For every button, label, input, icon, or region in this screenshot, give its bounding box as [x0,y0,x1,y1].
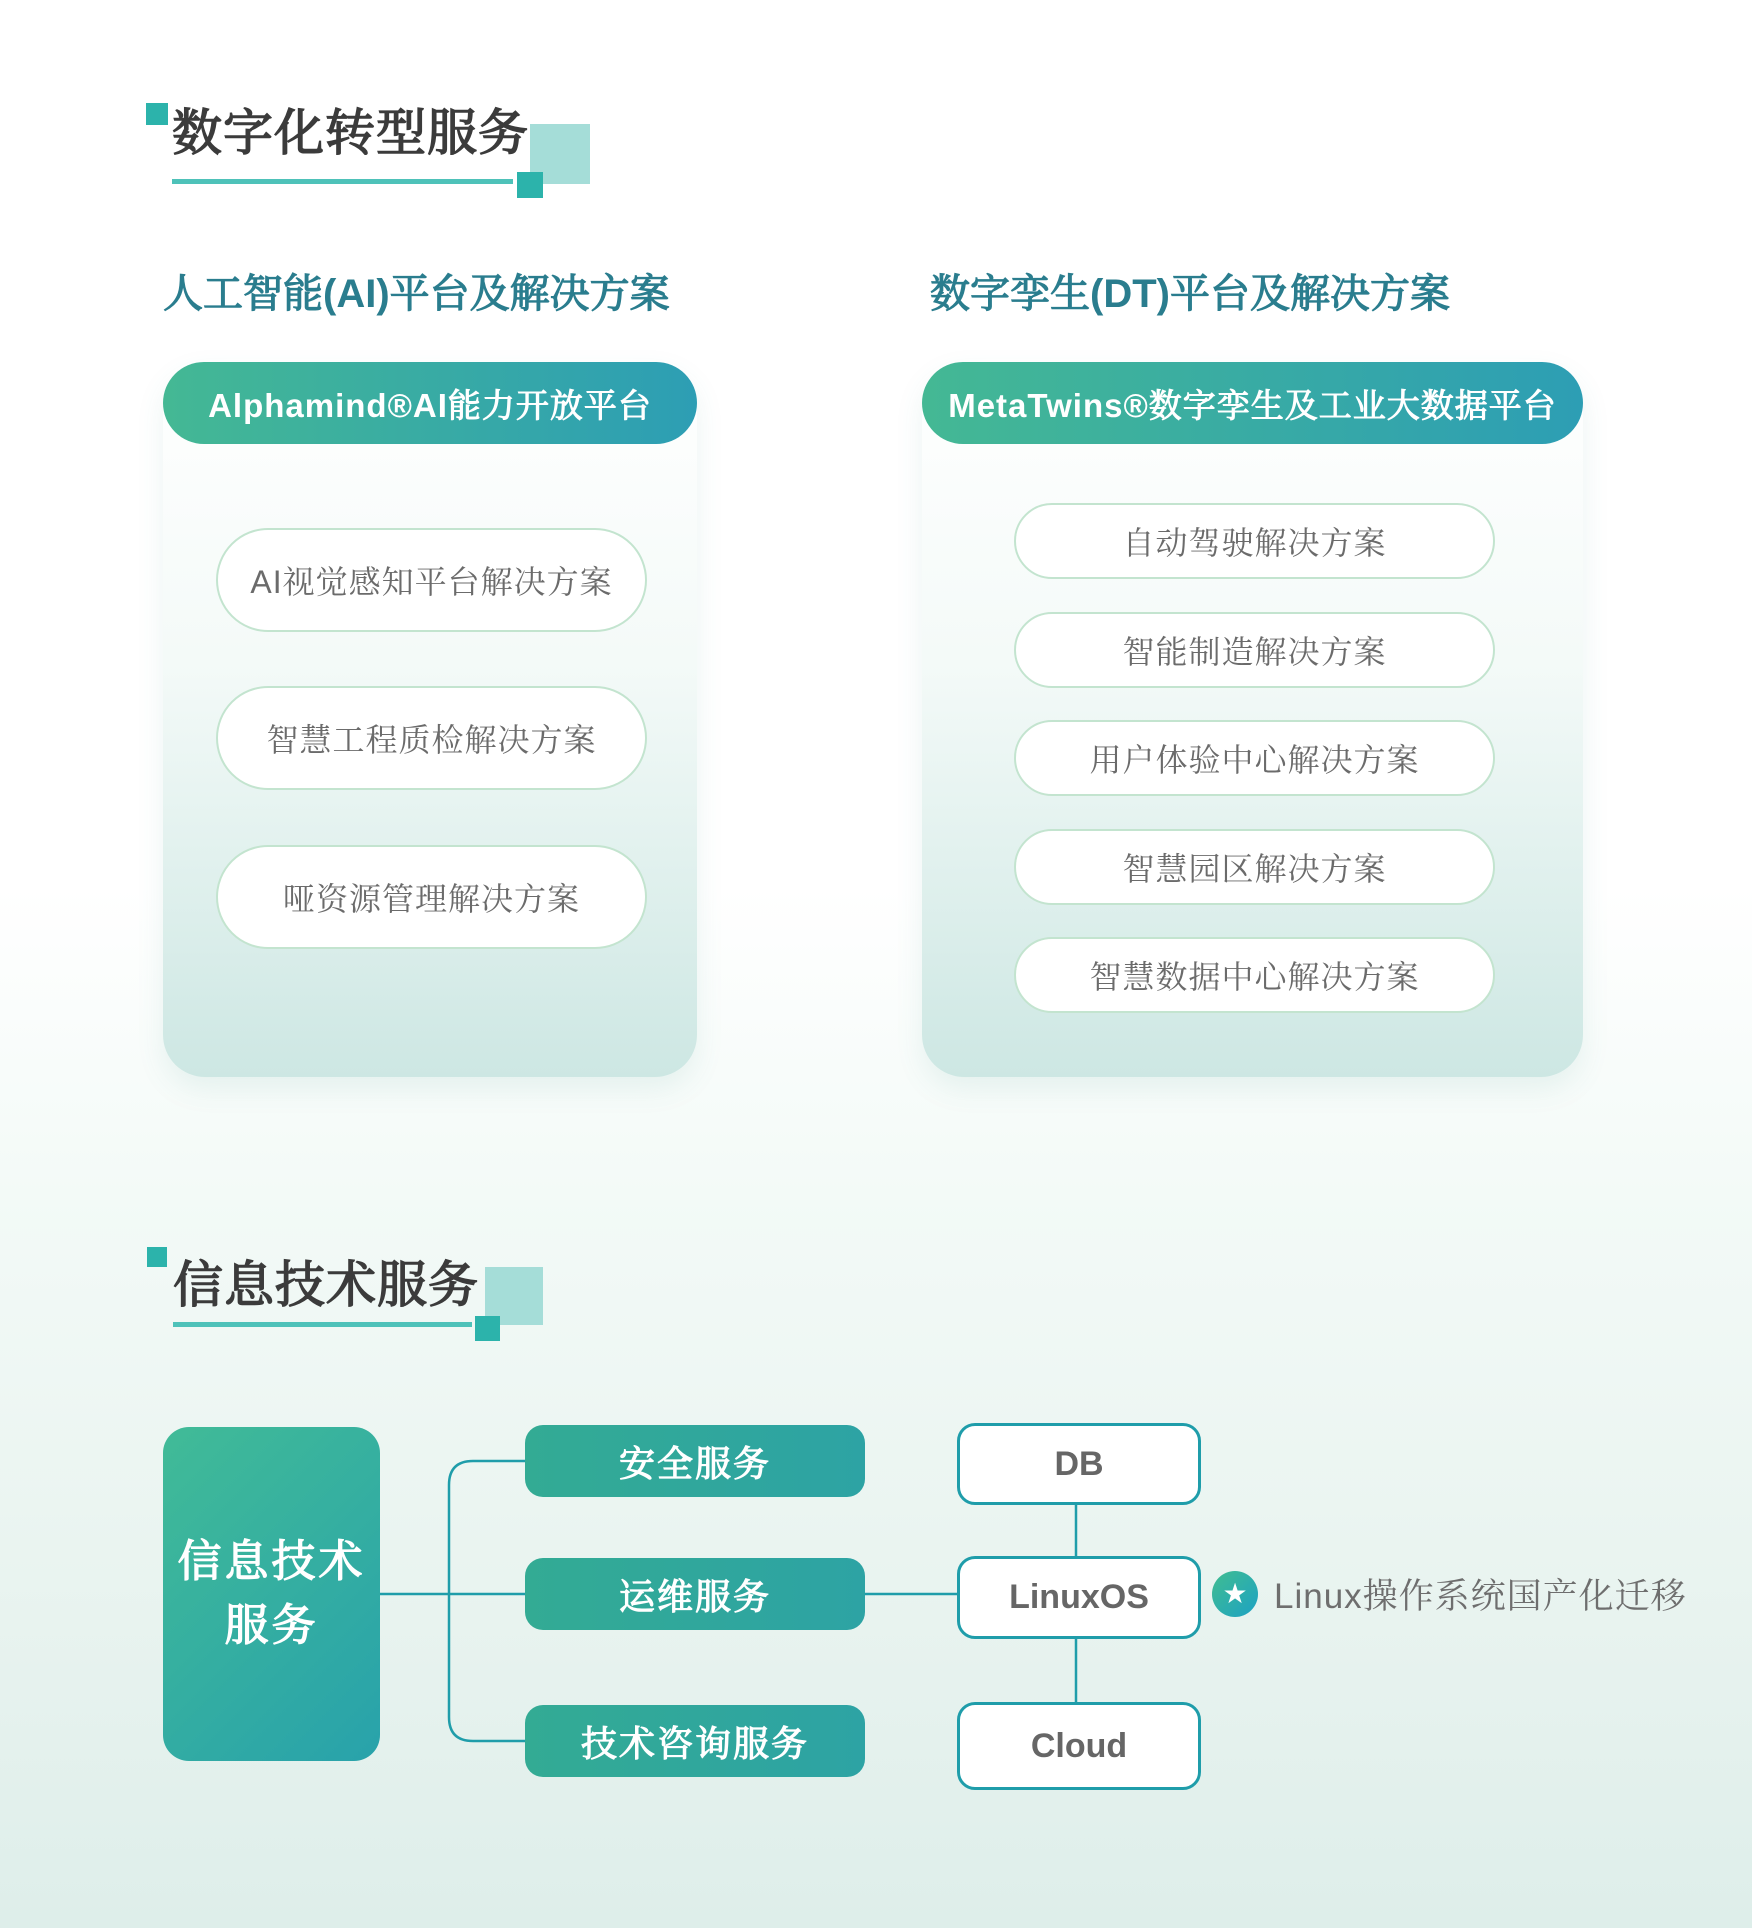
star-icon [1212,1571,1258,1617]
section1-title-underline [172,179,513,184]
root-box-line1: 信息技术 [177,1537,366,1587]
solution-pill: 智慧工程质检解决方案 [216,686,647,790]
solution-pill: 智慧数据中心解决方案 [1014,937,1495,1013]
dt-column-heading: 数字孪生(DT)平台及解决方案 [930,272,1450,316]
deco-square-icon [147,1247,167,1267]
node-cloud: Cloud [957,1702,1201,1790]
solution-pill: 智慧园区解决方案 [1014,829,1495,905]
node-linuxos: LinuxOS [957,1556,1201,1639]
ai-platform-card [163,362,697,1077]
dt-platform-card-header: MetaTwins®数字孪生及工业大数据平台 [922,362,1583,444]
solution-pill: 智能制造解决方案 [1014,612,1495,688]
solution-pill: 自动驾驶解决方案 [1014,503,1495,579]
deco-square-icon [517,172,543,198]
solution-pill: 哑资源管理解决方案 [216,845,647,949]
it-services-root-box [163,1427,380,1761]
node-db: DB [957,1423,1201,1505]
dt-platform-card [922,362,1583,1077]
solution-pill: 用户体验中心解决方案 [1014,720,1495,796]
linux-migration-annotation: Linux操作系统国产化迁移 [1274,1577,1687,1616]
section2-title: 信息技术服务 [173,1257,479,1313]
ai-platform-card-header: Alphamind®AI能力开放平台 [163,362,697,444]
deco-square-icon [146,103,168,125]
section2-title-underline [173,1322,472,1327]
branch-ops-service: 运维服务 [525,1558,865,1630]
solution-pill: AI视觉感知平台解决方案 [216,528,647,632]
branch-consulting-service: 技术咨询服务 [525,1705,865,1777]
star-glyph: ★ [1222,1578,1248,1609]
ai-column-heading: 人工智能(AI)平台及解决方案 [163,272,670,316]
section1-title: 数字化转型服务 [172,105,529,161]
deco-square-icon [475,1316,500,1341]
branch-security-service: 安全服务 [525,1425,865,1497]
root-box-line2: 服务 [224,1601,319,1650]
